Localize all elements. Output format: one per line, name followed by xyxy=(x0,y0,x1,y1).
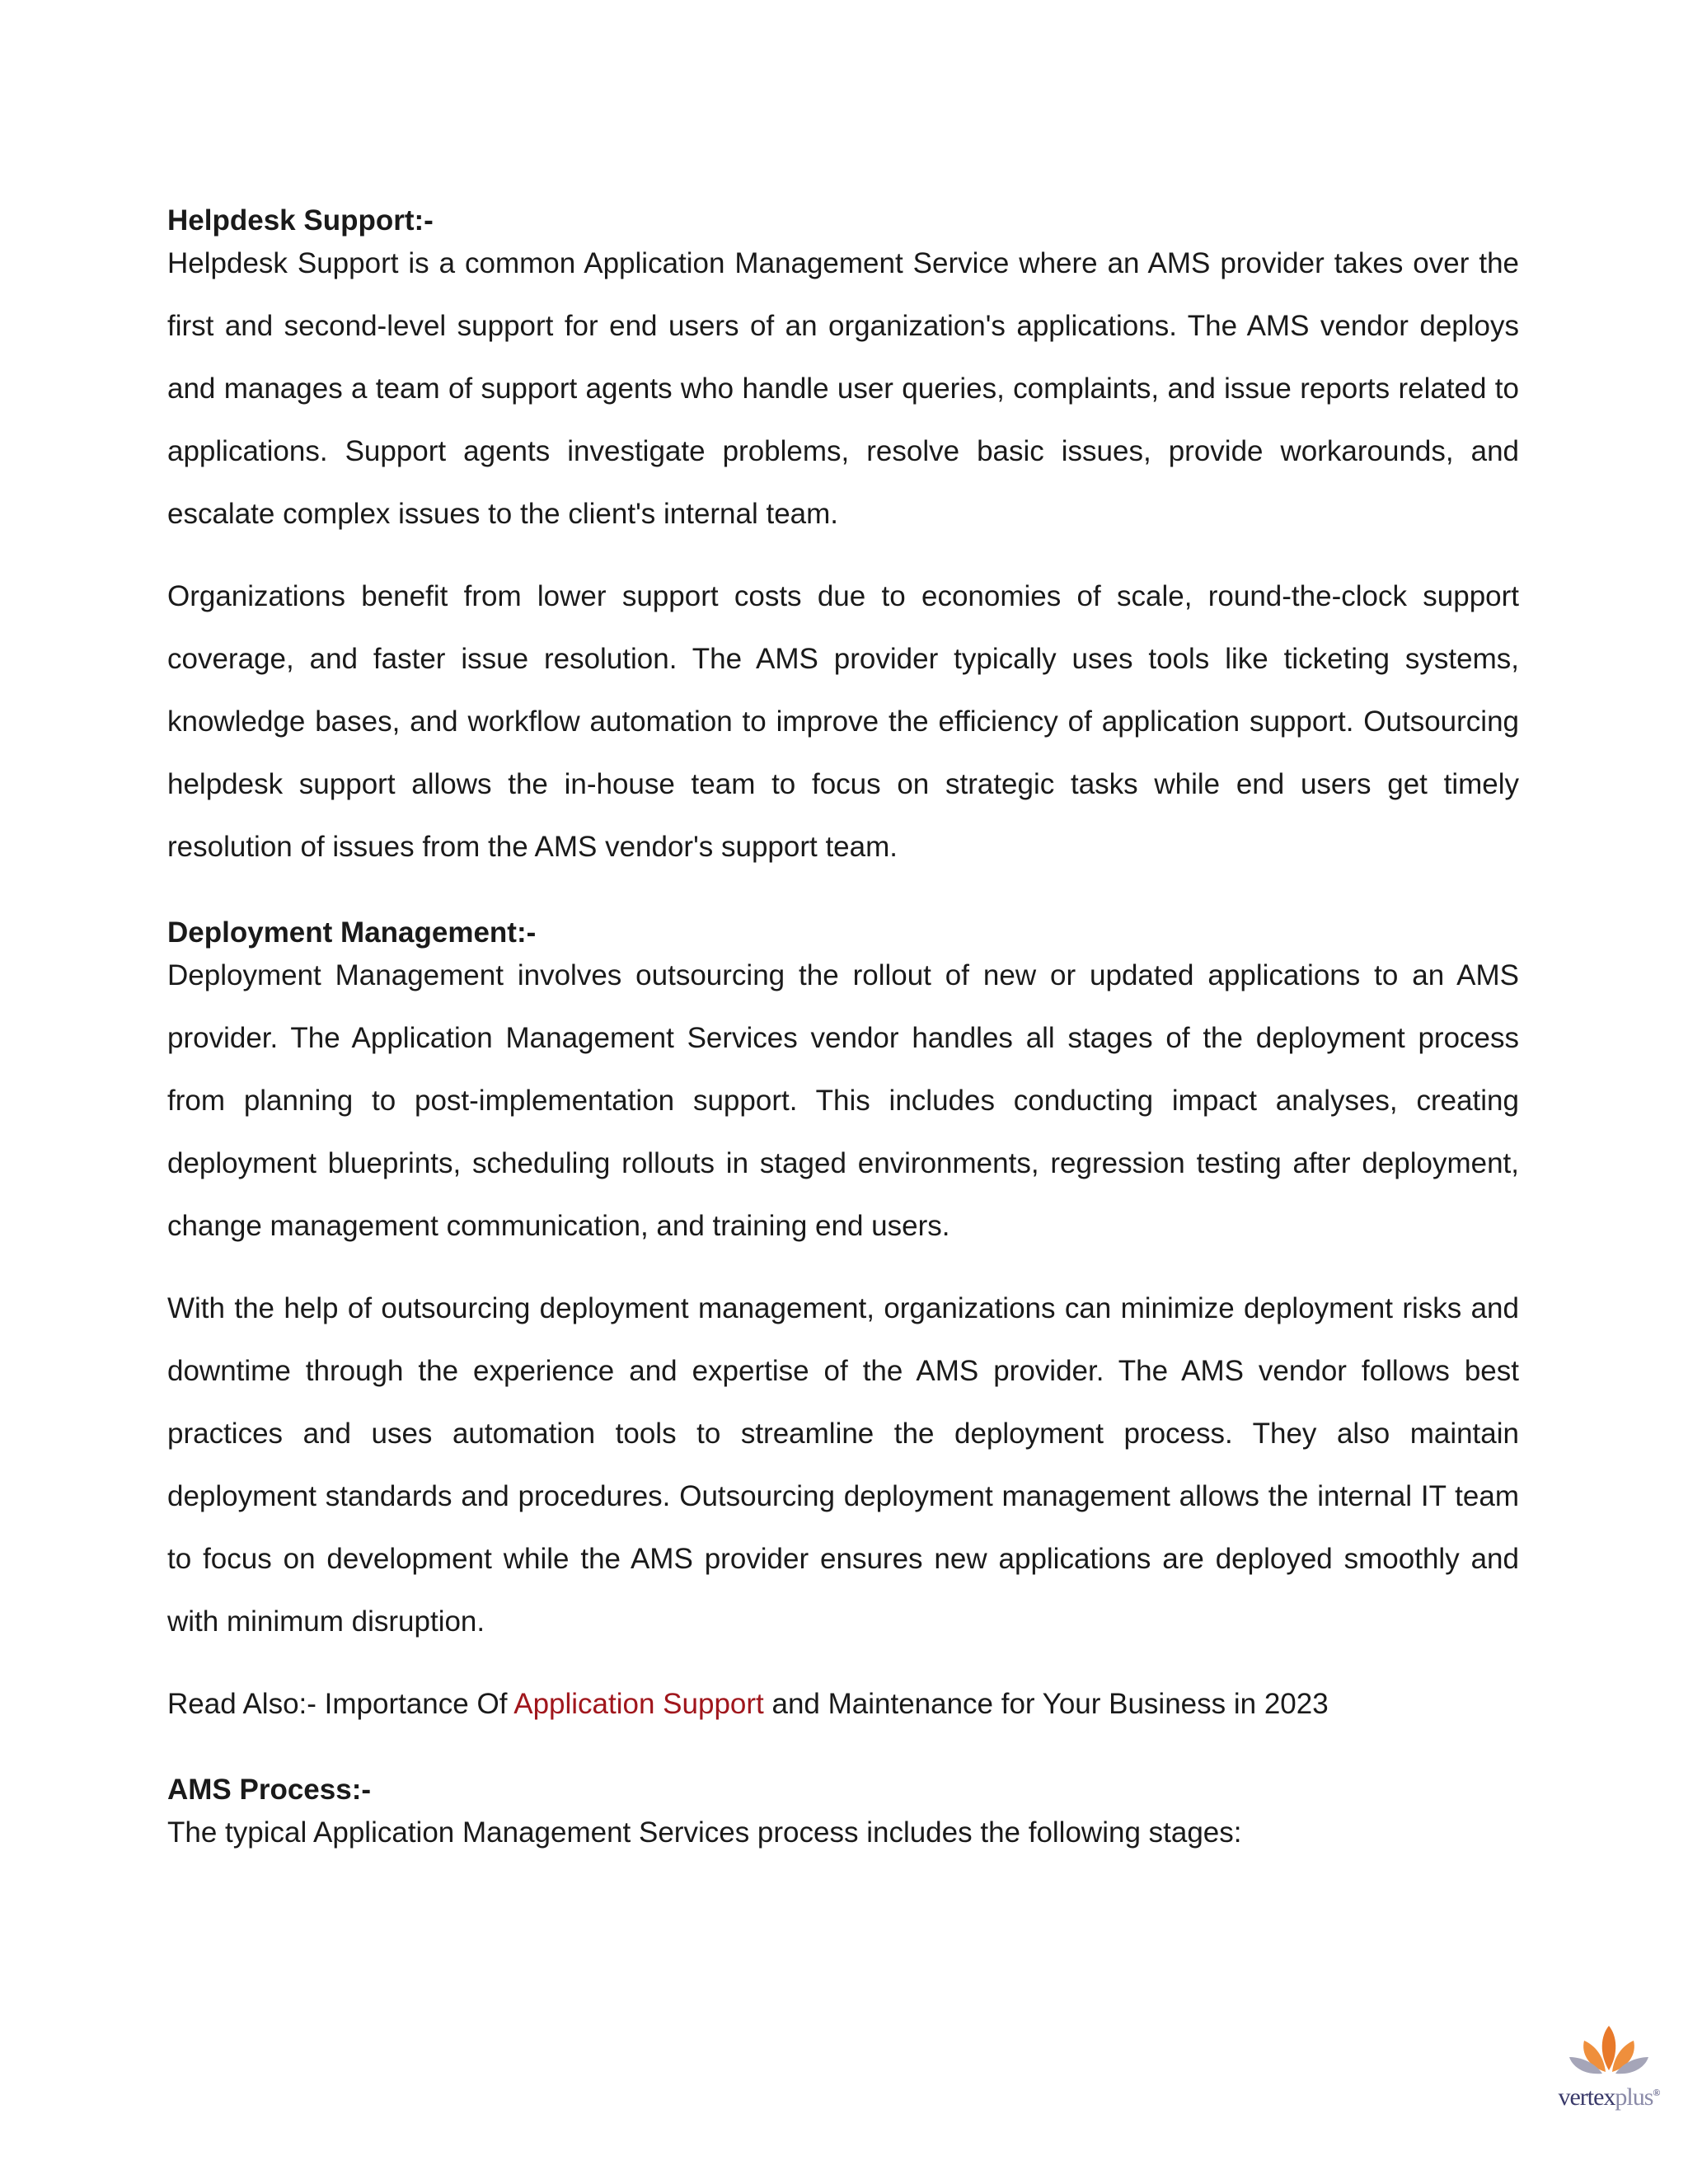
document-body xyxy=(167,198,1519,1864)
read-also-line xyxy=(167,1673,1519,1736)
logo-trademark: ® xyxy=(1653,2087,1660,2098)
vertexplus-logo xyxy=(1551,2021,1667,2111)
helpdesk-heading: Helpdesk Support:- xyxy=(167,204,434,237)
read-also-suffix: and Maintenance for Your Business in 2023 xyxy=(763,1688,1329,1720)
lotus-leaf-icon xyxy=(1551,2021,1667,2079)
deployment-paragraph-1: Deployment Management involves outsourcing the rollout of new or updated applications to an AMS provider. The Application Management Services vendor handles all stages of the deployment process from planning to post-implementation support. This includes conducting impact analyses, creating deployment blueprints, scheduling rollouts in staged environments, regression testing after deployment, change management communication, and training end users. xyxy=(167,959,1519,1242)
helpdesk-paragraph-2: Organizations benefit from lower support costs due to economies of scale, round-the-clock support coverage, and faster issue resolution. The AMS provider typically uses tools like ticketing systems, knowledge bases, and workflow automation to improve the efficiency of application support. Outsourcing helpdesk support allows the in-house team to focus on strategic tasks while end users get timely resolution of issues from the AMS vendor's support team. xyxy=(167,580,1519,863)
helpdesk-paragraph-1: Helpdesk Support is a common Application Management Service where an AMS provider takes over the first and second-level support for end users of an organization's applications. The AMS vendor deploys and manages a team of support agents who handle user queries, complaints, and issue reports related to applications. Support agents investigate problems, resolve basic issues, provide workarounds, and escalate complex issues to the client's internal team. xyxy=(167,247,1519,530)
deployment-heading: Deployment Management:- xyxy=(167,916,537,949)
logo-wordmark xyxy=(1551,2083,1667,2111)
ams-process-heading: AMS Process:- xyxy=(167,1774,372,1806)
logo-brand-primary: vertex xyxy=(1558,2083,1615,2111)
logo-brand-secondary: plus xyxy=(1615,2083,1653,2111)
application-support-link[interactable]: Application Support xyxy=(513,1688,764,1720)
read-also-prefix: Read Also:- Importance Of xyxy=(167,1688,514,1720)
ams-process-paragraph: The typical Application Management Services process includes the following stages: xyxy=(167,1816,1242,1849)
deployment-paragraph-2: With the help of outsourcing deployment management, organizations can minimize deployment risks and downtime through the experience and expertise of the AMS provider. The AMS vendor follows best practices and uses automation tools to streamline the deployment process. They also maintain deployment standards and procedures. Outsourcing deployment management allows the internal IT team to focus on development while the AMS provider ensures new applications are deployed smoothly and with minimum disruption. xyxy=(167,1292,1519,1638)
